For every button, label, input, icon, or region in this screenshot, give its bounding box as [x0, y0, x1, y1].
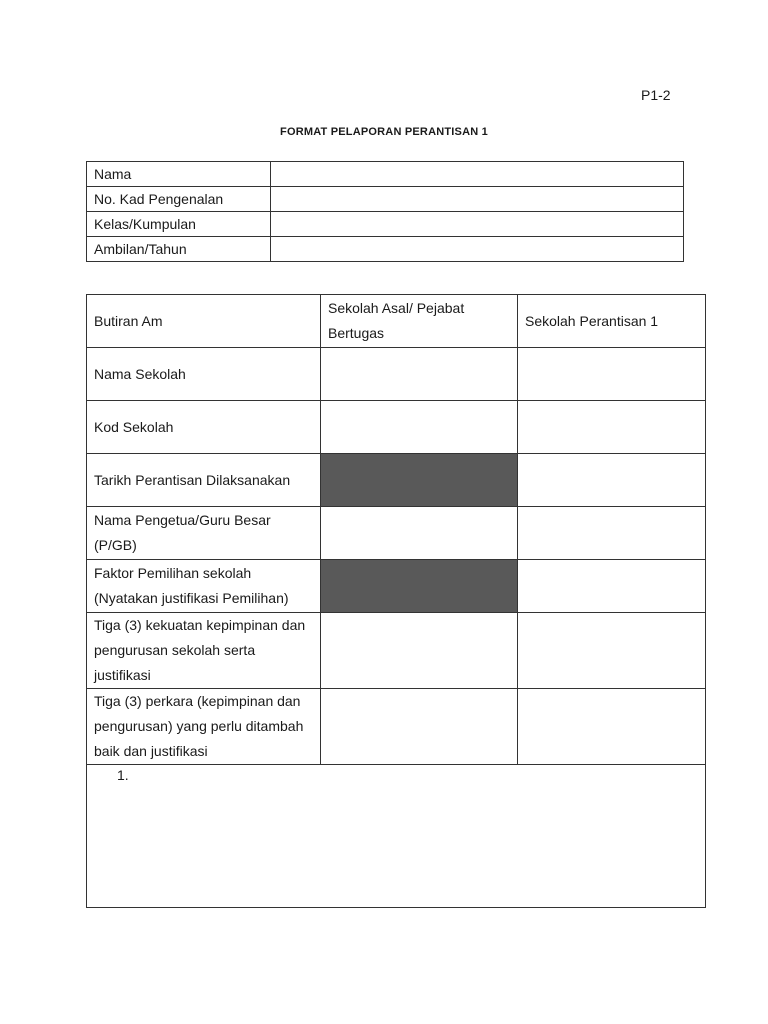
table-row	[87, 454, 706, 507]
page-code: P1-2	[641, 87, 671, 103]
header-butiran-am: Butiran Am	[87, 295, 321, 348]
table-row	[87, 348, 706, 401]
table-row	[87, 212, 684, 237]
shaded-cell-tarikh	[321, 454, 518, 507]
cell-perantisan-faktor[interactable]	[518, 560, 706, 613]
details-table	[86, 294, 706, 908]
cell-perantisan-tambah-baik[interactable]	[518, 689, 706, 765]
shaded-cell-faktor	[321, 560, 518, 613]
header-sekolah-asal: Sekolah Asal/ Pejabat Bertugas	[321, 295, 518, 348]
list-cell[interactable]	[87, 765, 706, 908]
table-row	[87, 237, 684, 262]
cell-perantisan-tarikh[interactable]	[518, 454, 706, 507]
list-number: 1.	[117, 767, 129, 783]
header-sekolah-perantisan: Sekolah Perantisan 1	[518, 295, 706, 348]
table-row	[87, 162, 684, 187]
table-row	[87, 507, 706, 560]
identity-value-ic[interactable]	[271, 187, 684, 212]
table-row	[87, 689, 706, 765]
table-header-row	[87, 295, 706, 348]
row-label-tambah-baik: Tiga (3) perkara (kepimpinan dan pengurusan) yang perlu ditambah baik dan justifikasi	[87, 689, 321, 765]
cell-asal-pengetua[interactable]	[321, 507, 518, 560]
row-label-nama-sekolah: Nama Sekolah	[87, 348, 321, 401]
table-row	[87, 613, 706, 689]
cell-perantisan-nama-sekolah[interactable]	[518, 348, 706, 401]
cell-perantisan-kod-sekolah[interactable]	[518, 401, 706, 454]
row-label-pengetua: Nama Pengetua/Guru Besar (P/GB)	[87, 507, 321, 560]
cell-asal-nama-sekolah[interactable]	[321, 348, 518, 401]
cell-perantisan-kekuatan[interactable]	[518, 613, 706, 689]
identity-table	[86, 161, 684, 262]
identity-value-kelas[interactable]	[271, 212, 684, 237]
table-row	[87, 765, 706, 908]
table-row	[87, 401, 706, 454]
row-label-faktor: Faktor Pemilihan sekolah (Nyatakan justifikasi Pemilihan)	[87, 560, 321, 613]
identity-value-nama[interactable]	[271, 162, 684, 187]
cell-perantisan-pengetua[interactable]	[518, 507, 706, 560]
row-label-tarikh: Tarikh Perantisan Dilaksanakan	[87, 454, 321, 507]
identity-value-ambilan[interactable]	[271, 237, 684, 262]
cell-asal-kod-sekolah[interactable]	[321, 401, 518, 454]
identity-label-ambilan: Ambilan/Tahun	[87, 237, 271, 262]
row-label-kekuatan: Tiga (3) kekuatan kepimpinan dan pengurusan sekolah serta justifikasi	[87, 613, 321, 689]
document-title: FORMAT PELAPORAN PERANTISAN 1	[280, 126, 488, 138]
cell-asal-kekuatan[interactable]	[321, 613, 518, 689]
identity-label-ic: No. Kad Pengenalan	[87, 187, 271, 212]
cell-asal-tambah-baik[interactable]	[321, 689, 518, 765]
table-row	[87, 187, 684, 212]
identity-label-nama: Nama	[87, 162, 271, 187]
row-label-kod-sekolah: Kod Sekolah	[87, 401, 321, 454]
identity-label-kelas: Kelas/Kumpulan	[87, 212, 271, 237]
table-row	[87, 560, 706, 613]
